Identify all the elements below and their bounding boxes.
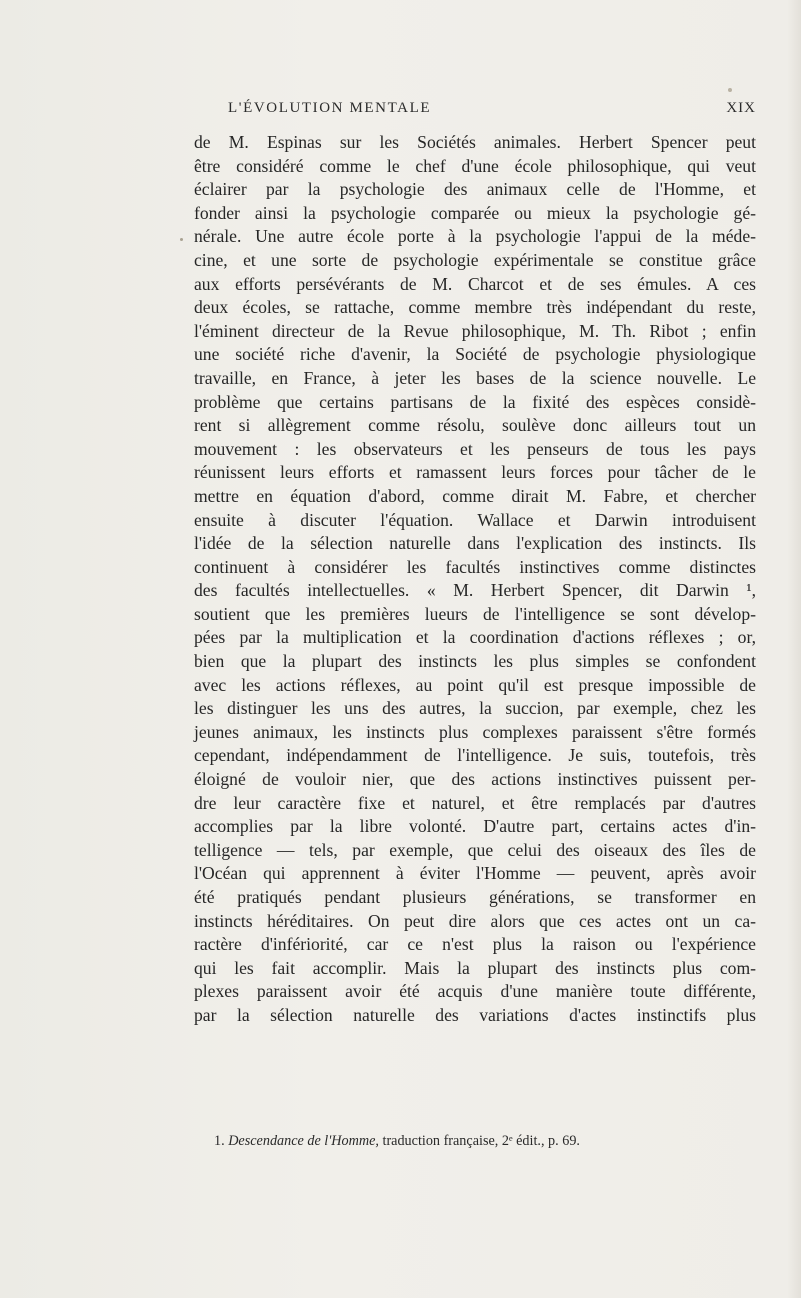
text-line: qui les fait accomplir. Mais la plupart des instincts plus com- — [194, 957, 756, 978]
text-line: des facultés intellectuelles. « M. Herbert Spencer, dit Darwin ¹, — [194, 580, 756, 601]
text-line: deux écoles, se rattache, comme membre très indépendant du reste, — [194, 297, 756, 318]
text-line: ensuite à discuter l'équation. Wallace et Darwin introduisent — [194, 509, 756, 530]
text-line: mettre en équation d'abord, comme dirait M. Fabre, et chercher — [194, 485, 756, 506]
text-line: mouvement : les observateurs et les penseurs de tous les pays — [194, 438, 756, 459]
text-line: cependant, indépendamment de l'intelligence. Je suis, toutefois, très — [194, 745, 756, 766]
text-line: être considéré comme le chef d'une école philosophique, qui veut — [194, 155, 756, 176]
text-line: nérale. Une autre école porte à la psychologie l'appui de la méde- — [194, 226, 756, 247]
text-line: jeunes animaux, les instincts plus complexes paraissent s'être formés — [194, 721, 756, 742]
text-line: bien que la plupart des instincts les plus simples se confondent — [194, 651, 756, 672]
text-line: par la sélection naturelle des variations d'actes instinctifs plus — [194, 1004, 756, 1025]
text-line: aux efforts persévérants de M. Charcot et de ses émules. A ces — [194, 273, 756, 294]
footnote-marker: 1. — [214, 1133, 225, 1149]
page-number: XIX — [726, 100, 756, 116]
text-line: une société riche d'avenir, la Société de psychologie physiologique — [194, 344, 756, 365]
text-line: ractère d'infériorité, car ce n'est plus la raison ou l'expérience — [194, 934, 756, 955]
text-line: problème que certains partisans de la fixité des espèces considè- — [194, 391, 756, 412]
text-line: instincts héréditaires. On peut dire alors que ces actes ont un ca- — [194, 910, 756, 931]
text-line: l'éminent directeur de la Revue philosophique, M. Th. Ribot ; enfin — [194, 320, 756, 341]
text-line: éclairer par la psychologie des animaux celle de l'Homme, et — [194, 179, 756, 200]
text-line: travaille, en France, à jeter les bases de la science nouvelle. Le — [194, 367, 756, 388]
text-line: rent si allègrement comme résolu, soulève donc ailleurs tout un — [194, 415, 756, 436]
text-line: telligence — tels, par exemple, que celui des oiseaux des îles de — [194, 839, 756, 860]
text-line: été pratiqués pendant plusieurs générations, se transformer en — [194, 887, 756, 907]
text-line: accomplies par la libre volonté. D'autre part, certains actes d'in- — [194, 816, 756, 837]
body-text — [194, 131, 756, 1028]
text-line: de M. Espinas sur les Sociétés animales. Herbert Spencer peut — [194, 132, 756, 152]
footnote-text: traduction française, 2ᵉ édit., p. 69. — [378, 1133, 580, 1149]
text-line: avec les actions réflexes, au point qu'il est presque impossible de — [194, 674, 756, 695]
running-title: L'ÉVOLUTION MENTALE — [228, 100, 432, 116]
text-line: fonder ainsi la psychologie comparée ou mieux la psychologie gé- — [194, 202, 756, 223]
text-line: soutient que les premières lueurs de l'intelligence se sont dévelop- — [194, 603, 756, 624]
paper-speck — [180, 238, 183, 241]
footnote-title: Descendance de l'Homme, — [228, 1133, 379, 1149]
running-header — [196, 100, 756, 122]
text-line: les distinguer les uns des autres, la succion, par exemple, chez les — [194, 698, 756, 719]
text-line: l'Océan qui apprennent à éviter l'Homme — peuvent, après avoir — [194, 863, 756, 884]
text-line: éloigné de vouloir nier, que des actions instinctives puissent per- — [194, 769, 756, 790]
text-line: plexes paraissent avoir été acquis d'une manière toute différente, — [194, 981, 756, 1002]
footnote — [214, 1133, 754, 1150]
text-line: pées par la multiplication et la coordination d'actions réflexes ; or, — [194, 627, 756, 648]
text-line: cine, et une sorte de psychologie expérimentale se constitue grâce — [194, 249, 756, 270]
paper-speck — [728, 88, 732, 92]
page-edge-shadow — [787, 0, 801, 1298]
text-line: continuent à considérer les facultés instinctives comme distinctes — [194, 556, 756, 577]
text-line: l'idée de la sélection naturelle dans l'explication des instincts. Ils — [194, 533, 756, 554]
text-line: dre leur caractère fixe et naturel, et être remplacés par d'autres — [194, 792, 756, 813]
text-line: réunissent leurs efforts et ramassent leurs forces pour tâcher de le — [194, 462, 756, 483]
